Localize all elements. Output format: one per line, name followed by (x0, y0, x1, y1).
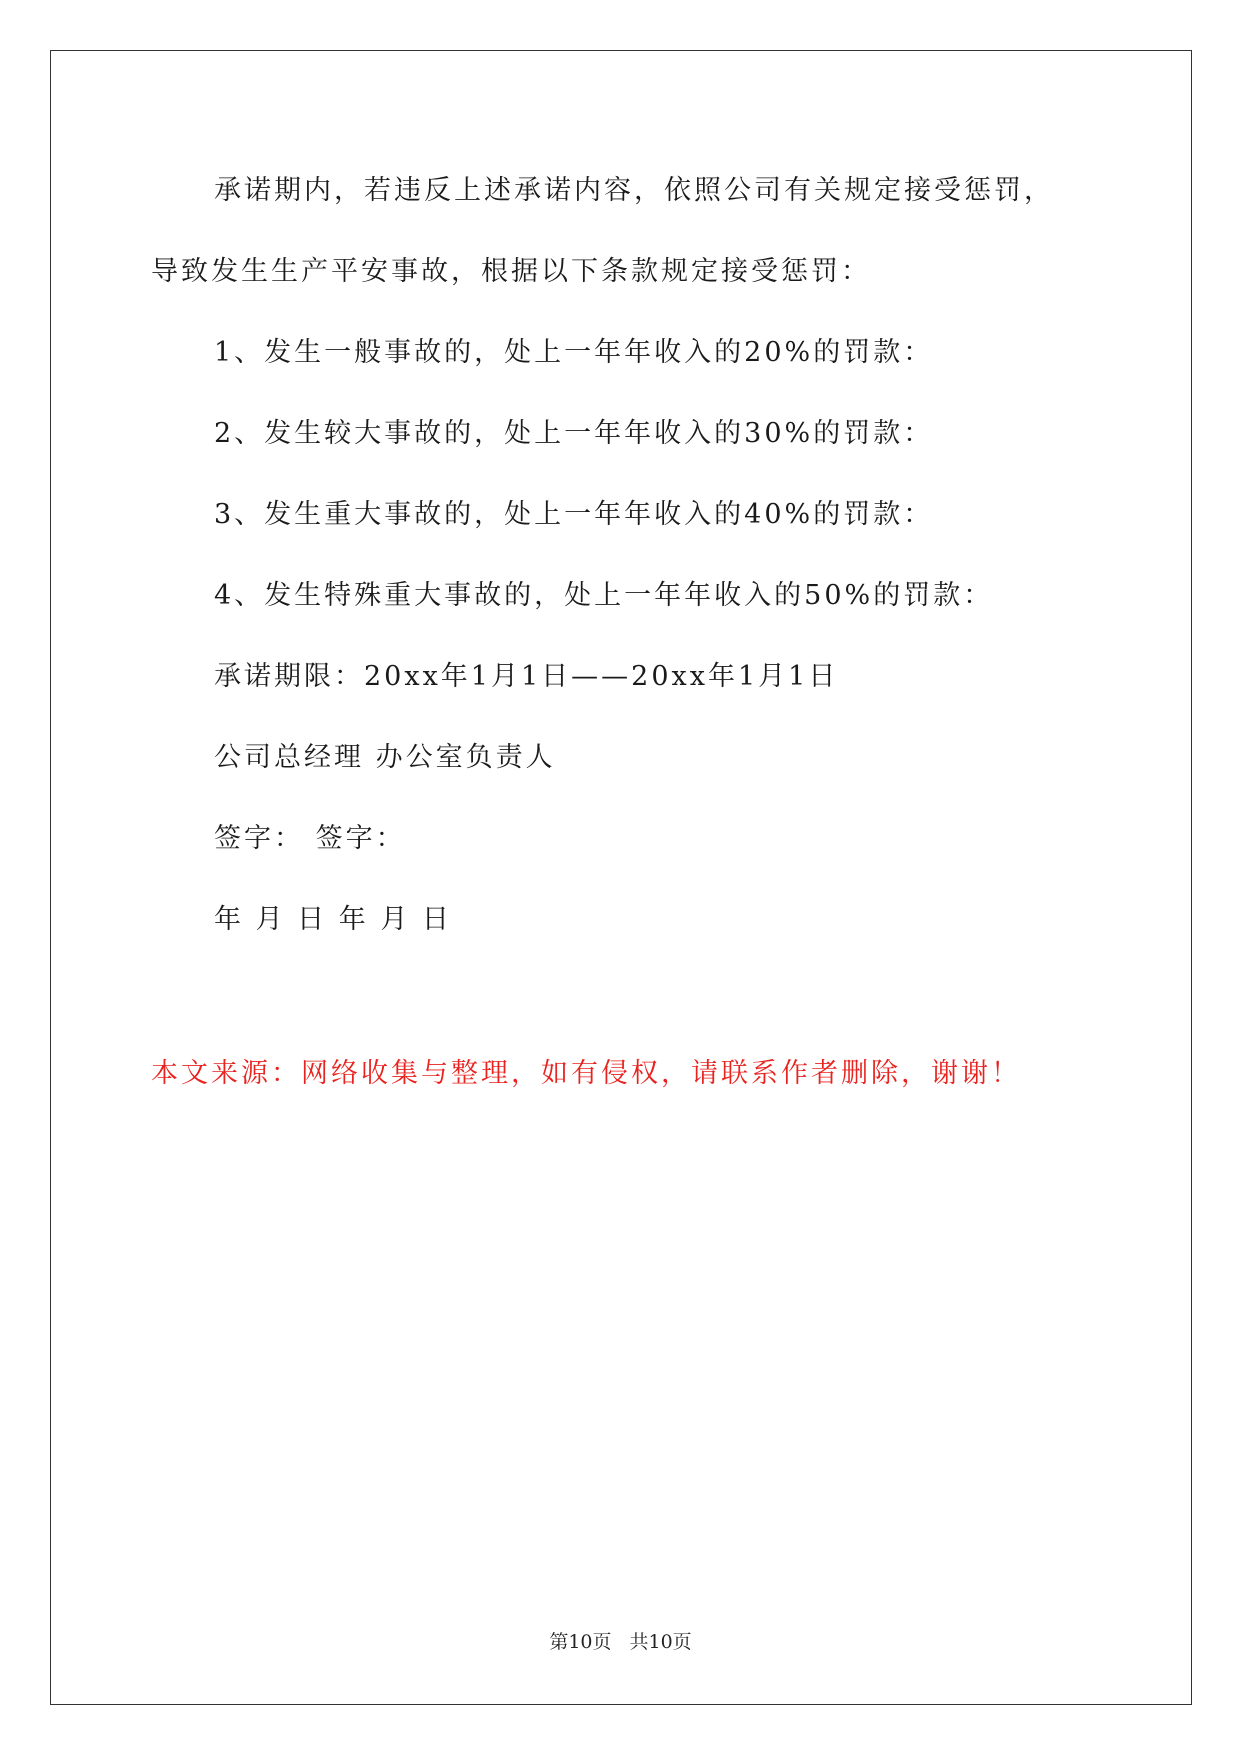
paragraph-commitment-period: 承诺期内，若违反上述承诺内容，依照公司有关规定接受惩罚， (214, 175, 1054, 206)
penalty-item-1: 1、发生一般事故的，处上一年年收入的20%的罚款： (214, 337, 934, 368)
source-notice: 本文来源：网络收集与整理，如有侵权，请联系作者删除，谢谢！ (151, 1058, 1021, 1089)
page-border (50, 50, 1192, 1705)
penalty-item-4: 4、发生特殊重大事故的，处上一年年收入的50%的罚款： (214, 580, 994, 611)
penalty-item-3: 3、发生重大事故的，处上一年年收入的40%的罚款： (214, 499, 934, 530)
paragraph-commitment-continued: 导致发生生产平安事故，根据以下条款规定接受惩罚： (151, 256, 871, 287)
date-labels: 年 月 日 年 月 日 (214, 904, 452, 935)
signatory-titles: 公司总经理 办公室负责人 (214, 742, 556, 773)
signature-labels: 签字： 签字： (214, 823, 406, 854)
commitment-term: 承诺期限：20xx年1月1日——20xx年1月1日 (214, 661, 839, 692)
page-number: 第10页 (549, 1631, 612, 1653)
page-total: 共10页 (629, 1631, 692, 1653)
page-footer (0, 1633, 1241, 1652)
penalty-item-2: 2、发生较大事故的，处上一年年收入的30%的罚款： (214, 418, 934, 449)
